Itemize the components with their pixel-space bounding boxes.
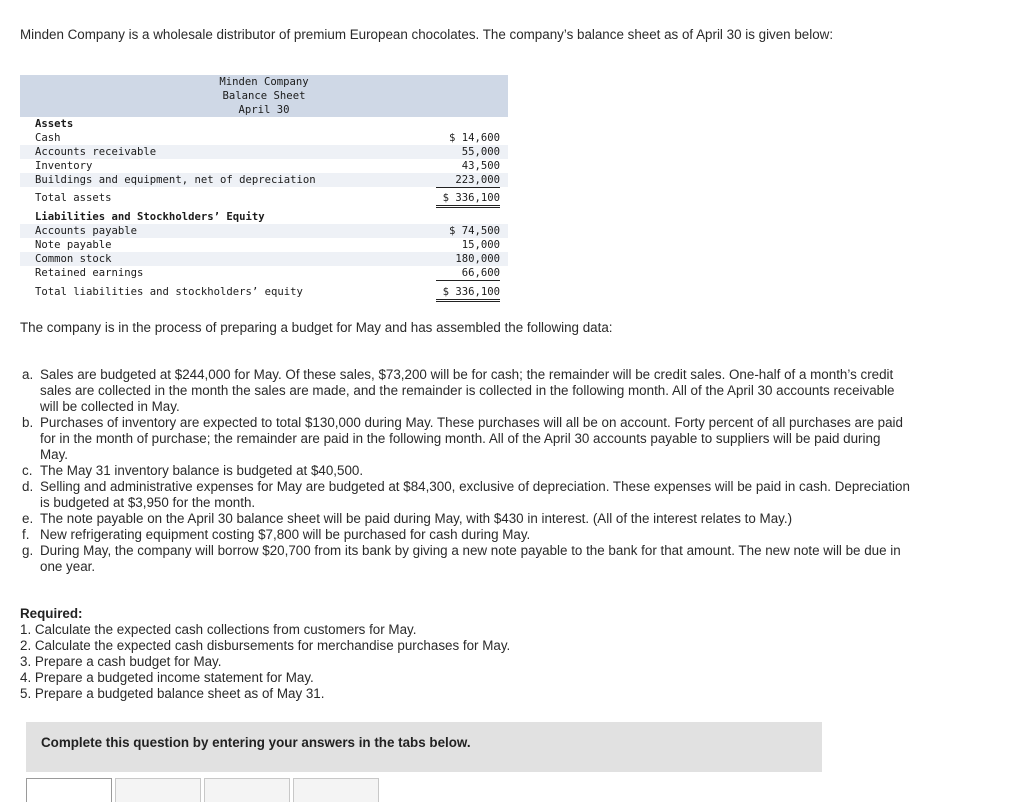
balance-sheet-header bbox=[20, 75, 508, 117]
statement-date: April 30 bbox=[238, 104, 290, 116]
list-marker: f. bbox=[22, 527, 30, 542]
row-label: Common stock bbox=[35, 253, 112, 265]
list-item-text: The note payable on the April 30 balance sheet will be paid during May, with $430 in interest. (All of the interest relates to May.) bbox=[40, 511, 793, 526]
list-item-text: Purchases of inventory are expected to total $130,000 during May. These purchases will all be on account. Forty percent of all purchases are paid for in the month of purchase; the remainder are paid in the following month. All of the April 30 accounts payable to suppliers will be paid during May. bbox=[40, 415, 903, 462]
row-label: Total liabilities and stockholders’ equity bbox=[35, 286, 303, 298]
row-value: $ 336,100 bbox=[436, 285, 500, 302]
row-value: 223,000 bbox=[436, 173, 500, 188]
row-label: Note payable bbox=[35, 239, 112, 251]
row-label: Accounts receivable bbox=[35, 146, 157, 158]
tab-required-4[interactable] bbox=[293, 778, 379, 802]
table-row bbox=[20, 173, 508, 187]
row-label: Total assets bbox=[35, 192, 112, 204]
table-row bbox=[20, 238, 508, 252]
table-row bbox=[20, 159, 508, 173]
required-item: 3. Prepare a cash budget for May. bbox=[20, 654, 222, 669]
list-item bbox=[22, 463, 912, 479]
row-label: Cash bbox=[35, 132, 61, 144]
list-marker: g. bbox=[22, 543, 34, 558]
row-label: Inventory bbox=[35, 160, 93, 172]
table-row bbox=[20, 131, 508, 145]
required-item: 1. Calculate the expected cash collections from customers for May. bbox=[20, 622, 417, 637]
required-list bbox=[20, 622, 720, 702]
row-value: $ 14,600 bbox=[448, 132, 500, 144]
list-item-text: The May 31 inventory balance is budgeted at $40,500. bbox=[40, 463, 364, 478]
row-label: Retained earnings bbox=[35, 267, 144, 279]
list-marker: b. bbox=[22, 415, 34, 430]
liabilities-heading-row bbox=[20, 210, 508, 224]
list-item-text: Sales are budgeted at $244,000 for May. Of these sales, $73,200 will be for cash; the remainder will be credit sales. One-half of a month’s credit sales are collected in the month the sales are made, and the remainder is collected in the following month. All of the April 30 accounts receivable will be collected in May. bbox=[40, 367, 895, 414]
row-value: 66,600 bbox=[436, 266, 500, 281]
table-row bbox=[20, 252, 508, 266]
required-item: 4. Prepare a budgeted income statement for May. bbox=[20, 670, 314, 685]
list-item-text: New refrigerating equipment costing $7,800 will be purchased for cash during May. bbox=[40, 527, 531, 542]
list-item-text: During May, the company will borrow $20,700 from its bank by giving a new note payable to the bank for that amount. The new note will be due in one year. bbox=[40, 543, 901, 574]
data-list bbox=[22, 367, 912, 575]
total-assets-row bbox=[20, 191, 508, 205]
list-item bbox=[22, 479, 912, 511]
list-marker: c. bbox=[22, 463, 33, 478]
row-value: 55,000 bbox=[461, 146, 500, 158]
list-item bbox=[22, 511, 912, 527]
assets-heading: Assets bbox=[35, 118, 74, 130]
total-liabilities-row bbox=[20, 285, 508, 299]
list-item bbox=[22, 527, 912, 543]
list-item bbox=[22, 367, 912, 415]
list-marker: e. bbox=[22, 511, 34, 526]
lead-paragraph: The company is in the process of preparing a budget for May and has assembled the following data: bbox=[20, 320, 613, 335]
table-row bbox=[20, 266, 508, 280]
list-item bbox=[22, 543, 912, 575]
tab-required-3[interactable] bbox=[204, 778, 290, 802]
table-row bbox=[20, 224, 508, 238]
required-heading: Required: bbox=[20, 606, 83, 621]
row-label: Accounts payable bbox=[35, 225, 138, 237]
list-item bbox=[22, 415, 912, 463]
tab-required-1[interactable] bbox=[26, 778, 112, 802]
company-name: Minden Company bbox=[219, 76, 309, 88]
instruction-text: Complete this question by entering your answers in the tabs below. bbox=[41, 735, 471, 750]
intro-paragraph: Minden Company is a wholesale distributor of premium European chocolates. The company’s balance sheet as of April 30 is given below: bbox=[20, 27, 834, 42]
list-marker: d. bbox=[22, 479, 34, 494]
row-value: $ 74,500 bbox=[448, 225, 500, 237]
row-label: Buildings and equipment, net of depreciation bbox=[35, 174, 316, 186]
list-item-text: Selling and administrative expenses for May are budgeted at $84,300, exclusive of depreciation. These expenses will be paid in cash. Depreciation is budgeted at $3,950 for the month. bbox=[40, 479, 910, 510]
required-item: 2. Calculate the expected cash disbursements for merchandise purchases for May. bbox=[20, 638, 511, 653]
instruction-banner bbox=[26, 722, 822, 772]
balance-sheet-table bbox=[20, 75, 512, 305]
row-value: 43,500 bbox=[461, 160, 500, 172]
tab-required-2[interactable] bbox=[115, 778, 201, 802]
row-value: 180,000 bbox=[455, 253, 500, 265]
required-item: 5. Prepare a budgeted balance sheet as of May 31. bbox=[20, 686, 325, 701]
row-value: $ 336,100 bbox=[436, 191, 500, 208]
list-marker: a. bbox=[22, 367, 34, 382]
table-row bbox=[20, 145, 508, 159]
liabilities-heading: Liabilities and Stockholders’ Equity bbox=[35, 211, 265, 223]
statement-title: Balance Sheet bbox=[222, 90, 306, 102]
assets-heading-row bbox=[20, 117, 508, 131]
row-value: 15,000 bbox=[461, 239, 500, 251]
